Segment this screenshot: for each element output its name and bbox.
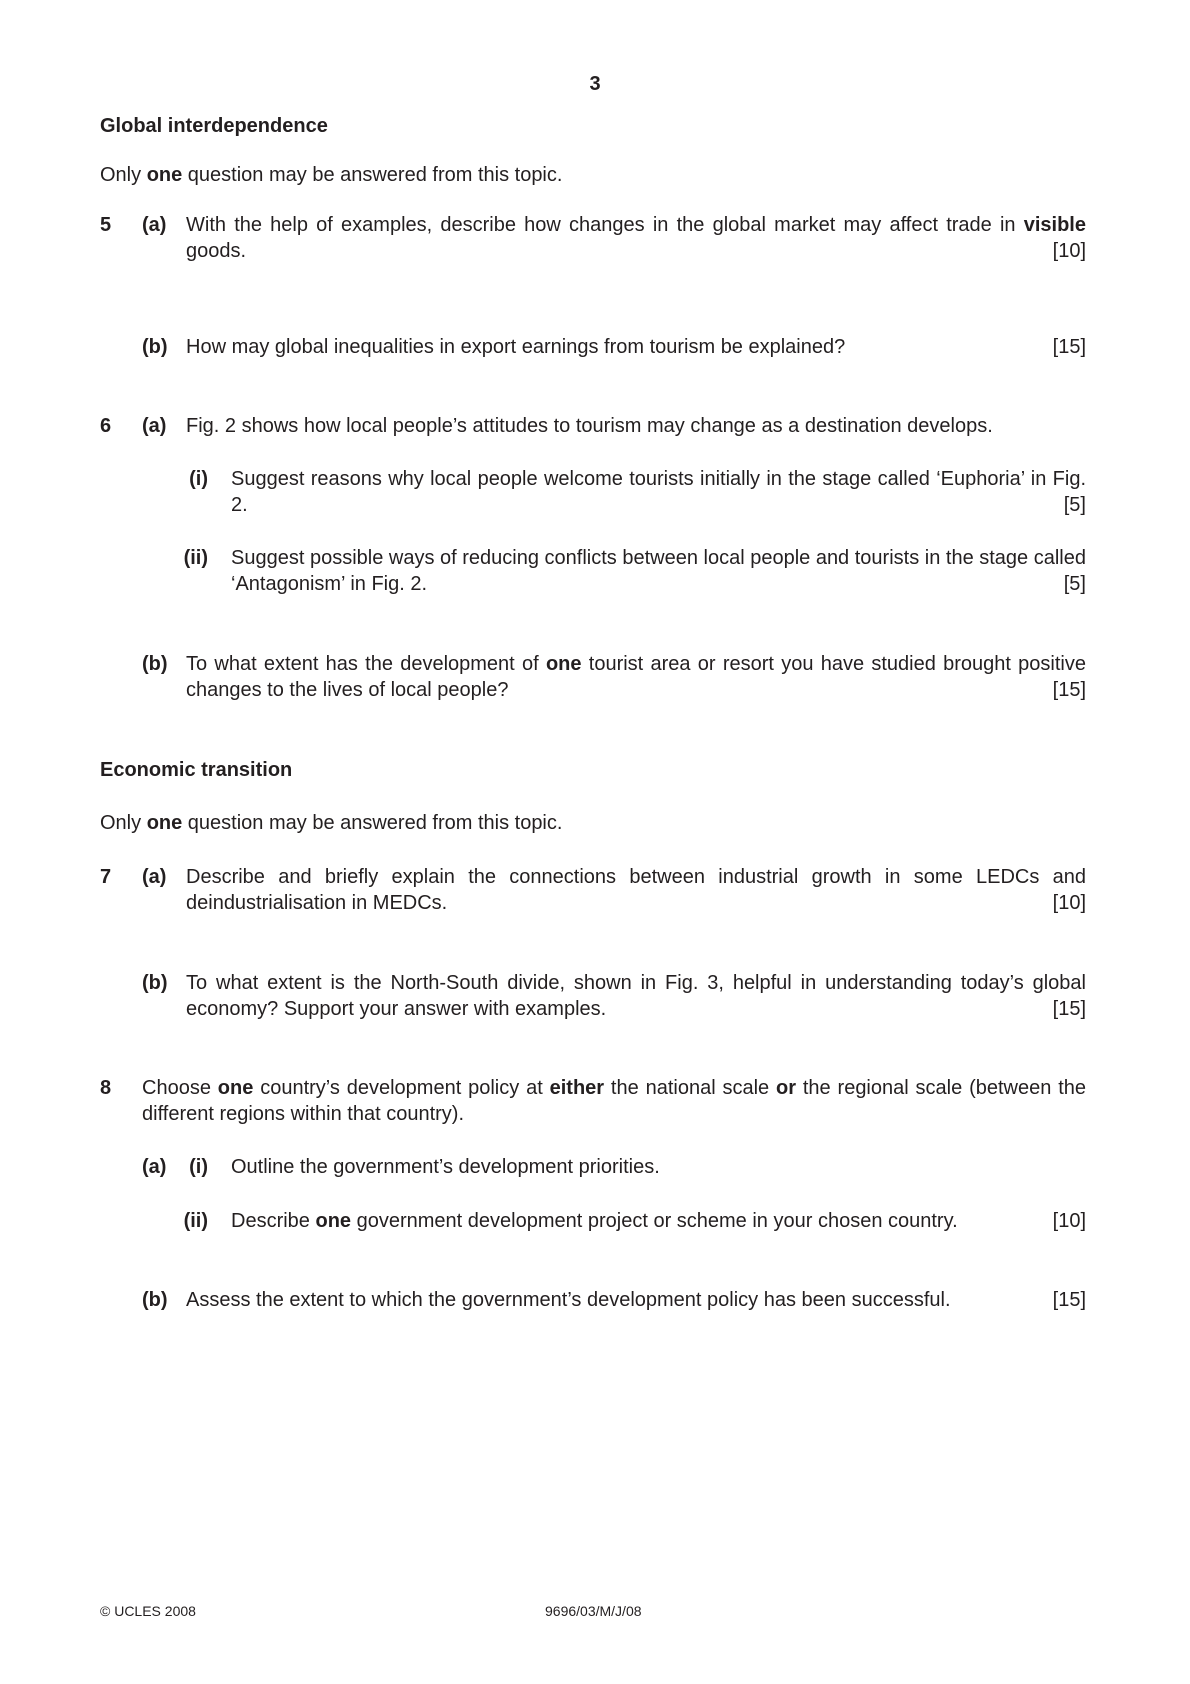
question-8-stem: Choose one country’s development policy at either the national scale or the regional scale (between the different regions within that country). <box>142 1077 1087 1125</box>
footer-paper-code: 9696/03/M/J/08 <box>545 1603 642 1619</box>
mark-allocation: [15] <box>1052 679 1086 701</box>
question-6aii-text: Suggest possible ways of reducing conflicts between local people and tourists in the stage called ‘Antagonism’ in Fig. 2. <box>231 547 1086 595</box>
part-label: (b) <box>142 1289 168 1311</box>
question-8ai-text: Outline the government’s development priorities. <box>231 1156 660 1178</box>
question-8b-text: Assess the extent to which the government’s development policy has been successful. <box>186 1289 951 1311</box>
question-5a-text: With the help of examples, describe how changes in the global market may affect trade in visible goods. <box>186 214 1086 262</box>
subpart-label: (ii) <box>183 547 208 569</box>
question-number-6: 6 <box>100 415 112 437</box>
part-label: (a) <box>142 214 167 236</box>
subpart-label: (ii) <box>183 1210 208 1232</box>
section-intro: Only one question may be answered from this topic. <box>100 812 563 834</box>
part-label: (b) <box>142 653 168 675</box>
part-label: (a) <box>142 415 167 437</box>
page-number: 3 <box>589 73 601 95</box>
question-7a-text: Describe and briefly explain the connections between industrial growth in some LEDCs and deindustrialisation in MEDCs. <box>186 866 1086 914</box>
mark-allocation: [15] <box>1052 998 1086 1020</box>
question-8aii-text: Describe one government development project or scheme in your chosen country. <box>231 1210 958 1232</box>
question-number-7: 7 <box>100 866 112 888</box>
section-heading-economic-transition: Economic transition <box>100 759 293 781</box>
mark-allocation: [10] <box>1052 240 1086 262</box>
question-number-8: 8 <box>100 1077 112 1099</box>
mark-allocation: [10] <box>1052 1210 1086 1232</box>
part-label: (a) <box>142 1156 167 1178</box>
question-5b-text: How may global inequalities in export earnings from tourism be explained? <box>186 336 846 358</box>
mark-allocation: [10] <box>1052 892 1086 914</box>
mark-allocation: [15] <box>1052 1289 1086 1311</box>
mark-allocation: [5] <box>1063 573 1086 595</box>
part-label: (b) <box>142 972 168 994</box>
part-label: (a) <box>142 866 167 888</box>
subpart-label: (i) <box>189 468 208 490</box>
mark-allocation: [5] <box>1063 494 1086 516</box>
part-label: (b) <box>142 336 168 358</box>
footer-copyright: © UCLES 2008 <box>100 1603 196 1619</box>
subpart-label: (i) <box>189 1156 208 1178</box>
question-6b-text: To what extent has the development of one tourist area or resort you have studied brought positive changes to the lives of local people? <box>186 653 1086 701</box>
mark-allocation: [15] <box>1052 336 1086 358</box>
question-7b-text: To what extent is the North-South divide, shown in Fig. 3, helpful in understanding today’s global economy? Support your answer with examples. <box>186 972 1086 1020</box>
question-6ai-text: Suggest reasons why local people welcome tourists initially in the stage called ‘Euphoria’ in Fig. 2. <box>231 468 1086 516</box>
question-6a-text: Fig. 2 shows how local people’s attitudes to tourism may change as a destination develops. <box>186 415 993 437</box>
section-heading-global-interdependence: Global interdependence <box>100 115 328 137</box>
question-number-5: 5 <box>100 214 112 236</box>
section-intro: Only one question may be answered from this topic. <box>100 164 563 186</box>
